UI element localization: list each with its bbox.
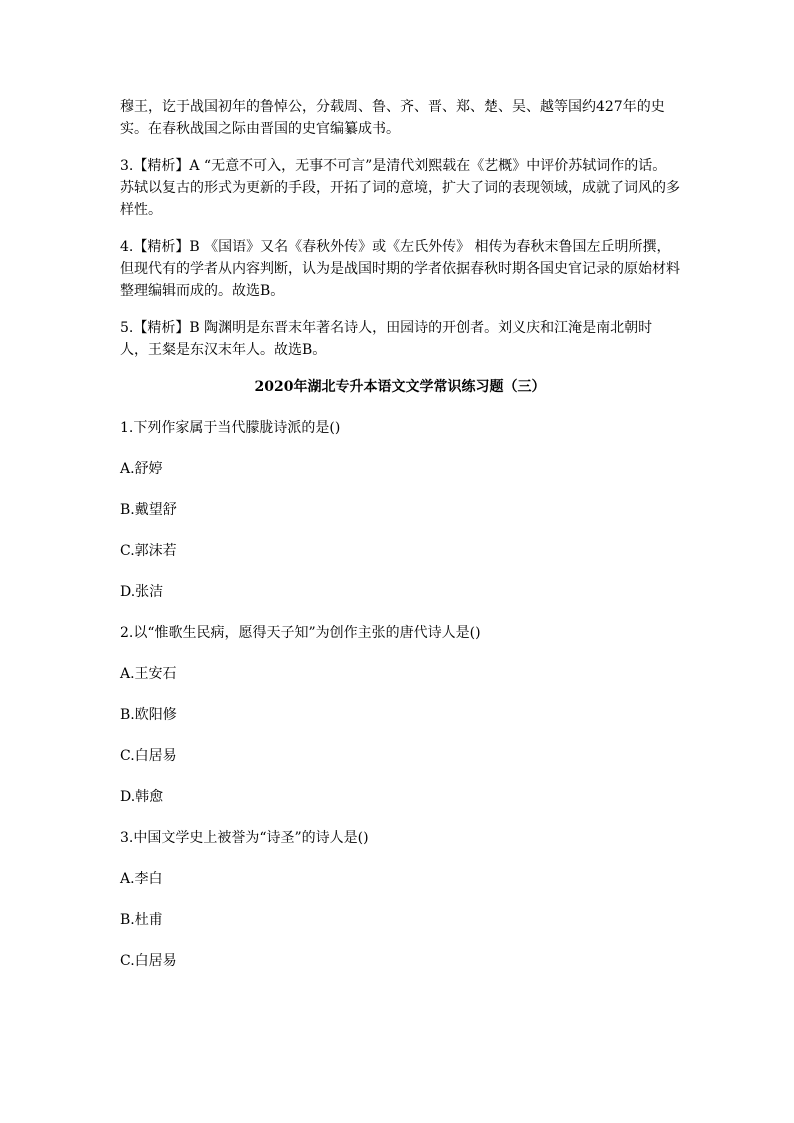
section-title: 2020年湖北专升本语文文学常识练习题（三）	[254, 379, 546, 395]
question-1-option-a: A.舒婷	[120, 461, 163, 477]
answer-4-explanation: 4.【精析】B 《国语》又名《春秋外传》或《左氏外传》 相传为春秋末鲁国左丘明所撰，但现代有的学者从内容判断，认为是战国时期的学者依据春秋时期各国史官记录的原始材料整理编辑而成的。故选B。	[120, 239, 680, 299]
question-2-option-b: B.欧阳修	[120, 707, 177, 723]
question-3-stem: 3.中国文学史上被誉为“诗圣”的诗人是()	[120, 830, 369, 846]
question-2-option-d: D.韩愈	[120, 789, 164, 805]
question-1-stem: 1.下列作家属于当代朦胧诗派的是()	[120, 420, 341, 436]
question-2-option-c: C.白居易	[120, 748, 177, 764]
answer-2-continued: 穆王，讫于战国初年的鲁悼公，分载周、鲁、齐、晋、郑、楚、吴、越等国约427年的史实。在春秋战国之际由晋国的史官编纂成书。	[120, 99, 665, 137]
answer-5-explanation: 5.【精析】B 陶渊明是东晋末年著名诗人，田园诗的开创者。刘义庆和江淹是南北朝时人，王粲是东汉末年人。故选B。	[120, 320, 653, 358]
question-3-option-b: B.杜甫	[120, 912, 163, 928]
question-2-stem: 2.以“惟歌生民病，愿得天子知”为创作主张的唐代诗人是()	[120, 625, 481, 641]
question-3-option-c: C.白居易	[120, 953, 177, 969]
document-page	[120, 96, 680, 972]
question-1-option-d: D.张洁	[120, 584, 164, 600]
answer-3-explanation: 3.【精析】A “无意不可入，无事不可言”是清代刘熙载在《艺概》中评价苏轼词作的话。苏轼以复古的形式为更新的手段，开拓了词的意境，扩大了词的表现领域，成就了词风的多样性。	[120, 158, 680, 218]
question-3-option-a: A.李白	[120, 871, 163, 887]
question-1-option-c: C.郭沫若	[120, 543, 177, 559]
question-2-option-a: A.王安石	[120, 666, 177, 682]
question-1-option-b: B.戴望舒	[120, 502, 177, 518]
